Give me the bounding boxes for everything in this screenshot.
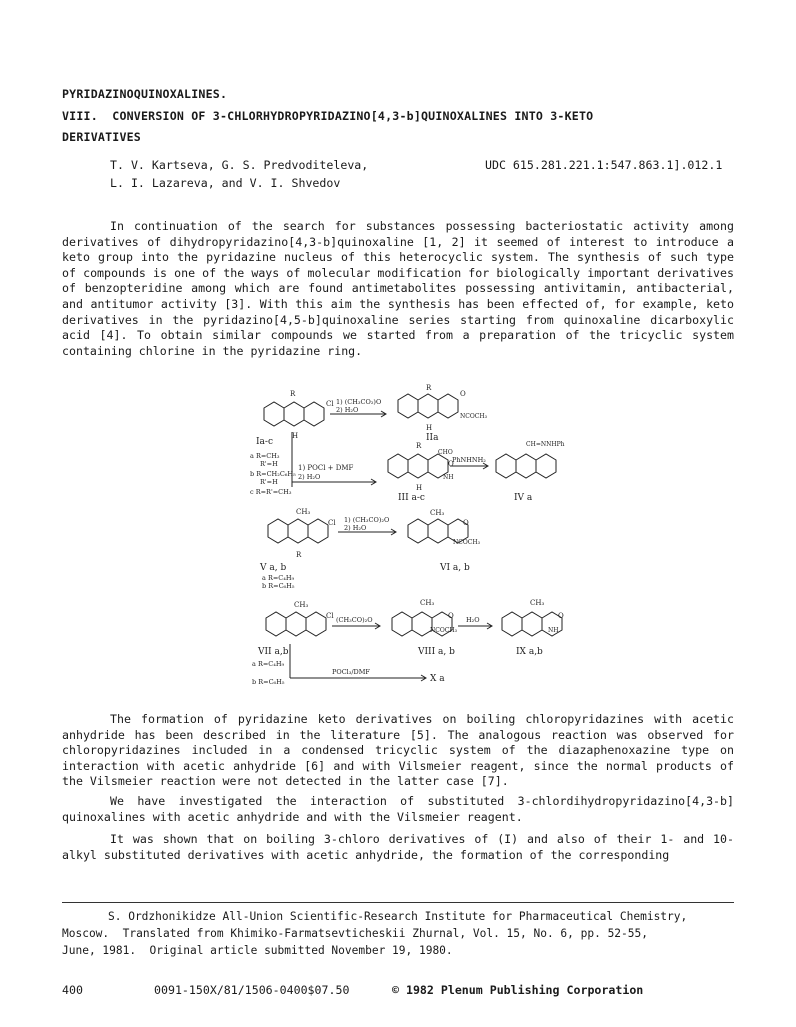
atom-R-3: R: [416, 442, 422, 450]
label-IIa: IIa: [426, 433, 439, 443]
reagent-1a: 1) (CH₃CO₂)O: [336, 398, 382, 406]
reagent-5: (CH₃CO)₂O: [336, 616, 373, 624]
label-IV-a: IV a: [514, 493, 533, 503]
label-III-ac: III a-c: [398, 493, 425, 503]
label-V-ab: V a, b: [260, 563, 287, 573]
structure-III: [388, 454, 448, 478]
substituent-b1: b R=CH₂C₆H₅: [250, 470, 296, 478]
atom-CH3-1: CH₃: [296, 508, 311, 516]
paragraph-2: [62, 712, 734, 790]
reagent-7: POCl₃/DMF: [332, 668, 370, 676]
label-VI-ab: VI a, b: [440, 563, 470, 573]
paragraph-3: [62, 794, 734, 825]
page-number: 400: [62, 983, 83, 997]
label-VIII-ab: VIII a, b: [418, 647, 455, 657]
authors-line2: L. I. Lazareva, and V. I. Shvedov: [110, 176, 341, 190]
atom-O-3: O: [463, 519, 469, 527]
substituent-a2: R'=H: [260, 460, 278, 468]
substituent3-b: b R=C₆H₅: [252, 678, 285, 686]
structure-IV: [496, 454, 556, 478]
reagent-4b: 2) H₂O: [344, 524, 367, 532]
atom-CHO: CHO: [438, 449, 453, 456]
atom-H-3: H: [416, 484, 423, 492]
article-title-line1: VIII. CONVERSION OF 3-CHLORHYDROPYRIDAZINO[4,3-b]QUINOXALINES INTO 3-KETO: [62, 109, 594, 123]
copyright-notice: © 1982 Plenum Publishing Corporation: [392, 983, 644, 997]
article-title-line2: DERIVATIVES: [62, 130, 141, 144]
paragraph-4-text: It was shown that on boiling 3-chloro derivatives of (I) and also of their 1- and 10-alkyl substituted derivatives with acetic anhydride, the formation of the corresponding: [62, 832, 734, 862]
paragraph-3-text: We have investigated the interaction of substituted 3-chlordihydropyridazino[4,3-b] quinoxalines with acetic anhydride and with the Vilsmeier reagent.: [62, 794, 734, 824]
atom-H-2: H: [426, 424, 433, 432]
atom-O-1: O: [460, 390, 466, 398]
paragraph-1-text: In continuation of the search for substances possessing bacteriostatic activity among derivatives of dihydropyridazino[4,3-b]quinoxaline [1, 2] it seemed of interest to introduce a keto group into the pyridazine nucleus of this heterocyclic system. The synthesis of such type of compounds is one of the ways of molecular modification for biologically important derivatives of benzopteridine among which are found antimetabolites possessing antivitamin, antibacterial, and antitumor activity [3]. With this aim the synthesis has been effected of, for example, keto derivatives in the pyridazino[4,5-b]quinoxaline series starting from quinoxaline dicarboxylic acid [4]. To obtain similar compounds we started from a preparation of the tricyclic system containing chlorine in the pyridazine ring.: [62, 219, 734, 358]
atom-CH3-3: CH₃: [294, 601, 309, 609]
reagent-3: PhNHNH₂: [452, 456, 486, 464]
substituent3-a: a R=C₄H₉: [252, 660, 285, 668]
atom-NCOCH3-3: NCOCH₃: [430, 627, 457, 634]
footnote-line1: S. Ordzhonikidze All-Union Scientific-Research Institute for Pharmaceutical Chemistry,: [108, 910, 688, 923]
atom-NH-1: NH: [443, 474, 454, 481]
series-title: PYRIDAZINOQUINOXALINES.: [62, 87, 228, 101]
substituent-b2: R'=H: [260, 478, 278, 486]
udc-code: UDC 615.281.221.1:547.863.1].012.1: [485, 158, 723, 172]
atom-Cl-2: Cl: [328, 519, 336, 527]
paragraph-4: [62, 832, 734, 863]
footnote-line3: June, 1981. Original article submitted November 19, 1980.: [62, 944, 453, 957]
article-code: 0091-150X/81/1506-0400$07.50: [154, 983, 350, 997]
reagent-6: H₂O: [466, 616, 480, 624]
atom-R-2: R: [426, 384, 432, 392]
atom-O-5: O: [558, 612, 564, 620]
substituent-a1: a R=CH₃: [250, 452, 280, 460]
footnote-rule: [62, 902, 734, 903]
authors-line1: T. V. Kartseva, G. S. Predvoditeleva,: [110, 158, 369, 172]
reagent-4a: 1) (CH₃CO)₂O: [344, 516, 390, 524]
atom-Cl-3: Cl: [326, 612, 334, 620]
atom-CHN: CH=NNHPh: [526, 441, 565, 448]
reagent-2b: 2) H₂O: [298, 473, 321, 481]
paragraph-2-text: The formation of pyridazine keto derivatives on boiling chloropyridazines with acetic anhydride has been described in the literature [5]. The analogous reaction was observed for chloropyridazines included in a condensed tricyclic system of the diazaphenoxazine type on interaction with acetic anhydride [6] and with Vilsmeier reagent, since the normal products of the Vilsmeier reaction were not detected in the latter case [7].: [62, 712, 734, 789]
atom-NCOCH3-1: NCOCH₃: [460, 413, 487, 420]
paragraph-1: [62, 219, 734, 359]
atom-CH3-5: CH₃: [530, 599, 545, 607]
atom-O-4: O: [448, 612, 454, 620]
structure-IIa: [398, 394, 458, 418]
footnote-line2: Moscow. Translated from Khimiko-Farmatsevticheskii Zhurnal, Vol. 15, No. 6, pp. 52-55,: [62, 927, 648, 940]
atom-O-2: O: [448, 460, 454, 468]
atom-NCOCH3-2: NCOCH₃: [453, 539, 480, 546]
structure-Ia: [264, 402, 324, 426]
reagent-2a: 1) POCl + DMF: [298, 464, 354, 472]
atom-NH-2: NH: [548, 627, 559, 634]
substituent2-b: b R=C₆H₅: [262, 582, 295, 590]
atom-R-4: R: [296, 551, 302, 559]
atom-CH3-4: CH₃: [420, 599, 435, 607]
reaction-scheme: [248, 382, 568, 687]
substituent2-a: a R=C₄H₉: [262, 574, 295, 582]
reagent-1b: 2) H₂O: [336, 406, 359, 414]
label-X-a: X a: [430, 674, 445, 684]
label-IX-ab: IX a,b: [516, 647, 543, 657]
atom-R-1: R: [290, 390, 296, 398]
atom-Cl-1: Cl: [326, 400, 334, 408]
atom-CH3-2: CH₃: [430, 509, 445, 517]
label-Ia-c: Ia-c: [256, 437, 274, 447]
structure-VII: [266, 612, 326, 636]
substituent-c: c R=R'=CH₃: [250, 488, 292, 496]
label-VII-ab: VII a,b: [258, 647, 289, 657]
structure-V: [268, 519, 328, 543]
atom-H-1: H: [292, 432, 299, 440]
